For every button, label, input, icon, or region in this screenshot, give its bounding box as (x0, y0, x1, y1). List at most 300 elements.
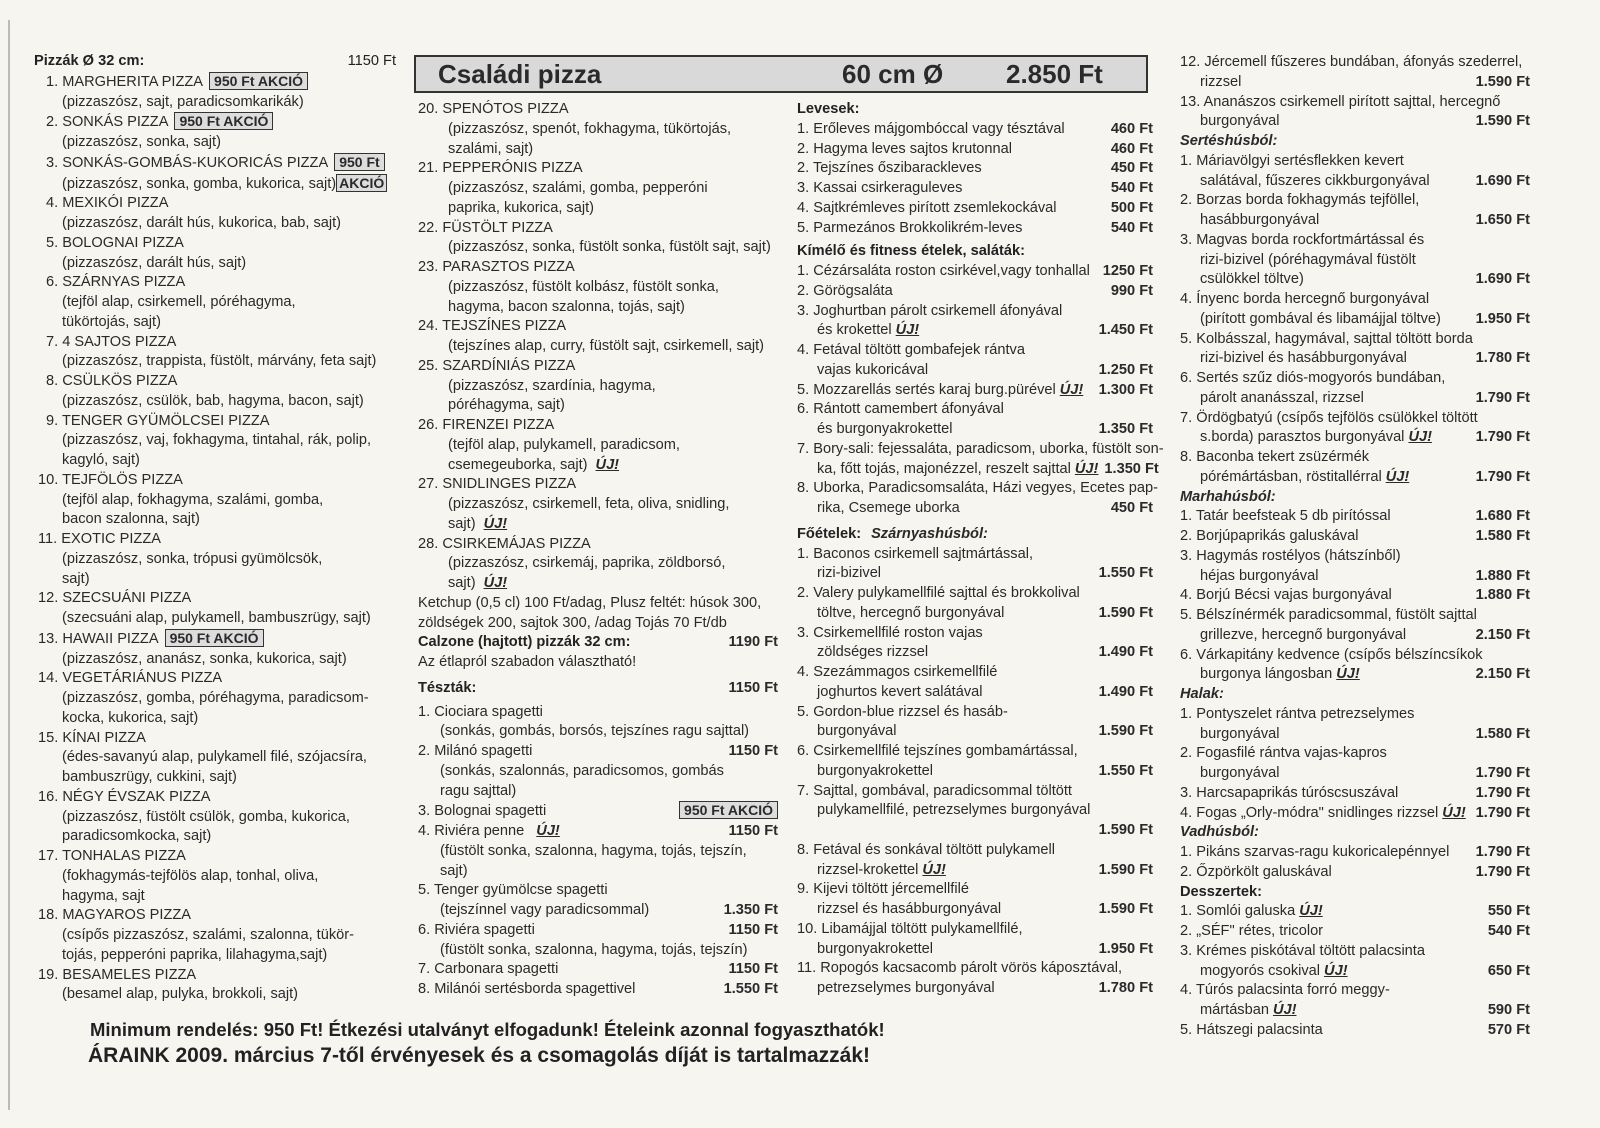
pizza-item-desc (418, 574, 778, 594)
salad-item-text (797, 499, 960, 519)
salad-item-text (797, 282, 893, 302)
dessert-item-price: 570 Ft (1487, 1021, 1530, 1038)
pizza-item-name: 8. CSÜLKÖS PIZZA (46, 373, 178, 389)
poultry-heading: Szárnyashúsból: (871, 525, 988, 542)
pizza-item-desc: sajt) (62, 570, 90, 587)
pizza-item-title-row (34, 669, 396, 689)
dessert-item-text (1180, 922, 1323, 942)
salad-item-text (797, 400, 1004, 420)
poultry-item-text (797, 703, 1008, 723)
fish-item-text-part: 4. Fogas „Orly-módra" snidlinges rizzsel (1180, 804, 1439, 821)
dessert-item-text (1180, 1021, 1323, 1041)
pizza-item-title-row (34, 847, 396, 867)
pizza-item-desc (418, 436, 778, 456)
pork-item-price: 1.650 Ft (1475, 212, 1530, 228)
soup-item-name: 2. Hagyma leves sajtos krutonnal (797, 140, 1012, 157)
poultry-item (797, 841, 1153, 881)
poultry-item-text-part: 5. Gordon-blue rizzsel és hasáb- (797, 703, 1008, 720)
pasta-heading-price: 1150 Ft (728, 679, 778, 696)
pizza-item-name: 22. FÜSTÖLT PIZZA (418, 219, 553, 236)
pasta-item (418, 980, 778, 1000)
pizza-heading-price: 1150 Ft (347, 53, 396, 69)
soups-mains-column (797, 100, 1164, 999)
pasta-item-name: 6. Riviéra spagetti (418, 921, 535, 938)
new-badge: ÚJ! (1299, 903, 1323, 920)
pizza-item-desc-text: (tejszínes alap, curry, füstölt sajt, csirkemell, sajt) (448, 338, 765, 354)
new-badge: ÚJ! (1059, 381, 1084, 398)
beef-item (1180, 547, 1530, 587)
pork-item-price: 1.690 Ft (1475, 271, 1530, 288)
fish-item-text-part: burgonyával (1200, 765, 1280, 781)
pizza-item-desc-text: csemegeuborka, sajt) (448, 456, 588, 473)
poultry-item-line (797, 564, 1153, 584)
beef-item-text-part: 6. Várkapitány kedvence (csípős bélszíncsíkok (1180, 646, 1483, 663)
salad-item-line (797, 361, 1153, 381)
new-badge: ÚJ! (483, 515, 508, 532)
poultry-item-text-part: petrezselymes burgonyával (817, 980, 995, 996)
poultry-item-text-part: pulykamellfilé, petrezselymes burgonyával (817, 802, 1091, 819)
pizza-item (418, 258, 778, 317)
pizza-item-desc-text: (pizzaszósz, szalámi, gomba, pepperóni (448, 180, 708, 196)
poultry-item-line (797, 801, 1153, 821)
poultry-item-price: 1.590 Ft (1098, 822, 1153, 838)
poultry-item-text-part: rizi-bizivel (817, 565, 882, 582)
dessert-item (1180, 1021, 1530, 1041)
poultry-item-price: 1.590 Ft (1475, 113, 1530, 130)
pizza-item-name: 11. EXOTIC PIZZA (38, 531, 161, 547)
pork-item-price: 1.780 Ft (1475, 350, 1530, 367)
beef-item-line (1180, 547, 1530, 567)
pork-heading: Sertéshúsból: (1180, 133, 1278, 149)
dessert-item-line (1180, 1021, 1530, 1041)
pizza-item (418, 159, 778, 218)
poultry-item-text-part: zöldséges rizzsel (817, 644, 929, 661)
soup-item-price: 540 Ft (1110, 180, 1153, 196)
pork-item-line (1180, 172, 1530, 192)
salad-item-text (797, 420, 952, 440)
pork-item-text-part: 4. Ínyenc borda hercegnő burgonyával (1180, 291, 1430, 307)
pizza-item-title-row (34, 471, 396, 491)
pasta-item-desc: ragu sajttal) (440, 782, 517, 799)
fish-item-line (1180, 705, 1530, 725)
pizza-item-name: 6. SZÁRNYAS PIZZA (46, 274, 186, 291)
new-badge: ÚJ! (1074, 460, 1099, 477)
pizza-item-desc: (pizzaszósz, trappista, füstölt, márvány, feta sajt) (62, 353, 377, 370)
poultry-item-price: 1.590 Ft (1098, 861, 1153, 878)
game-item-text-part: 2. Őzpörkölt galuskával (1180, 863, 1332, 880)
pasta-item (418, 801, 778, 822)
beef-item-text-part: grillezve, hercegnő burgonyával (1200, 626, 1407, 643)
poultry-item-text (797, 841, 1055, 861)
pork-item-text (1180, 468, 1409, 488)
poultry-item-line (797, 703, 1153, 723)
pork-item-text (1180, 270, 1304, 290)
pizza-item-desc-text: (pizzaszósz, csirkemell, feta, oliva, snidling, (448, 496, 730, 512)
poultry-item-text-part: 9. Kijevi töltött jércemellfilé (797, 881, 969, 898)
salad-item-line (797, 282, 1153, 302)
soup-item-price: 450 Ft (1110, 160, 1153, 177)
poultry-item-text (797, 979, 995, 999)
extras-note: zöldségek 200, sajtok 300, /adag Tojás 70 Ft/db (418, 614, 727, 631)
pizza-item (34, 471, 396, 530)
poultry-item-text (797, 683, 982, 703)
dessert-item-text (1180, 942, 1425, 962)
poultry-item-price: 1.590 Ft (1475, 73, 1530, 90)
new-badge: ÚJ! (1324, 962, 1348, 979)
salad-item-price: 1.300 Ft (1098, 381, 1153, 398)
pizza-item-name: 13. HAWAII PIZZA (38, 630, 159, 647)
pizza-item-desc (418, 298, 778, 318)
pork-item-line (1180, 310, 1530, 330)
pork-item-line (1180, 409, 1530, 429)
dessert-item (1180, 902, 1530, 922)
pork-item-text (1180, 409, 1478, 429)
pork-item-line (1180, 152, 1530, 172)
pasta-item-price: 1150 Ft (728, 961, 778, 978)
banner-price: 2.850 Ft (1006, 59, 1103, 89)
pizza-item-name: 3. SONKÁS-GOMBÁS-KUKORICÁS PIZZA (46, 154, 329, 171)
salad-item (797, 479, 1158, 519)
poultry-item-text-part: rizzsel (1200, 73, 1242, 90)
pasta-item-label (418, 742, 532, 762)
poultry-item-text (797, 722, 897, 742)
salad-item-line (797, 440, 1164, 460)
salad-item-text-part: vajas kukoricával (817, 361, 929, 378)
pork-item-line (1180, 231, 1530, 251)
dessert-heading: Desszertek: (1180, 883, 1262, 900)
pizza-item-title-row (34, 273, 396, 293)
pizza-item (34, 589, 396, 629)
pork-item-text (1180, 231, 1424, 251)
pork-item-line (1180, 211, 1530, 231)
poultry-item-text-part: 7. Sajttal, gombával, paradicsommal töltött (797, 782, 1072, 799)
pork-item-line (1180, 349, 1530, 369)
fish-item-line (1180, 804, 1530, 824)
beef-item-text (1180, 646, 1483, 666)
pizza-item (418, 219, 778, 259)
pizza-item-desc: (pizzaszósz, sonka, trópusi gyümölcsök, (62, 550, 323, 567)
pork-item-text-part: s.borda) parasztos burgonyával (1200, 429, 1405, 446)
pork-item-text (1180, 389, 1364, 409)
pork-item-text-part: rizi-bizivel és hasábburgonyával (1200, 350, 1407, 367)
family-pizza-banner (414, 55, 1148, 93)
salad-item-price: 450 Ft (1110, 500, 1153, 516)
pizza-item-desc (418, 337, 778, 357)
pork-item-line (1180, 369, 1530, 389)
pizza-item-name: 4. MEXIKÓI PIZZA (46, 195, 169, 212)
fish-item-text (1180, 784, 1398, 804)
beef-item (1180, 646, 1530, 686)
fish-item-text-part: 2. Fogasfilé rántva vajas-kapros (1180, 745, 1387, 762)
poultry-item-text-part: 13. Ananászos csirkemell pirított sajttal, hercegnő (1180, 93, 1501, 110)
pork-item (1180, 409, 1530, 449)
dessert-item-line (1180, 962, 1530, 982)
pork-item-text-part: (pirított gombával és libamájjal töltve) (1200, 310, 1441, 327)
pizza-item-desc (418, 179, 778, 199)
pizza-item-desc-text: sajt) (448, 515, 476, 532)
pizza-item-desc (418, 396, 778, 416)
pizza-item (34, 333, 396, 373)
pizza-item-desc: (pizzaszósz, csülök, bab, hagyma, bacon, sajt) (62, 392, 364, 409)
poultry-item-text (1180, 73, 1241, 93)
poultry-item-text (797, 663, 997, 683)
pasta-item-desc: (füstölt sonka, szalonna, hagyma, tojás, tejszín) (440, 941, 748, 958)
pork-item-price: 1.790 Ft (1475, 429, 1530, 446)
poultry-item-line (797, 821, 1153, 841)
salad-item-text-part: és krokettel (817, 322, 892, 339)
pizza-item-desc: (pizzaszósz, sajt, paradicsomkarikák) (62, 93, 304, 110)
fish-item-text-part: 1. Pontyszelet rántva petrezselymes (1180, 705, 1415, 722)
pork-item (1180, 231, 1530, 290)
fish-item-price: 1.790 Ft (1475, 765, 1530, 781)
footer-notice (90, 1018, 885, 1070)
new-badge: ÚJ! (895, 322, 920, 339)
pizza-item-desc: (pizzaszósz, gomba, póréhagyma, paradicsom- (62, 690, 369, 706)
pork-item-text-part: csülökkel töltve) (1200, 271, 1304, 288)
soup-item (797, 199, 1153, 219)
poultry-item-line (797, 683, 1153, 703)
dessert-item-text-part: 5. Hátszegi palacsinta (1180, 1021, 1323, 1038)
pizza-item (418, 357, 778, 416)
fish-item (1180, 804, 1530, 824)
calzone-price: 1190 Ft (728, 634, 778, 651)
poultry-item-text (797, 742, 1078, 762)
promo-badge: AKCIÓ (336, 174, 387, 192)
pasta-item-name: 8. Milánói sertésborda spagettivel (418, 981, 636, 997)
pizza-item-title-row (34, 194, 396, 214)
pizza-item-desc: paradicsomkocka, sajt) (62, 828, 212, 845)
soups-heading: Levesek: (797, 101, 860, 117)
promo-badge: 950 Ft AKCIÓ (209, 72, 308, 90)
pizza-item (34, 112, 396, 153)
salad-item (797, 440, 1164, 480)
pizza-item-name: 14. VEGETÁRIÁNUS PIZZA (38, 670, 223, 687)
beef-item-text-part: 5. Bélszínérmék paradicsommal, füstölt sajttal (1180, 607, 1477, 623)
pizza-item-title-row (34, 112, 396, 133)
poultry-item-line (797, 643, 1153, 663)
pizza-item-title-row (34, 788, 396, 808)
salad-item-line (797, 381, 1153, 401)
pizza-item-title-row (34, 629, 396, 650)
pizza-item-desc (418, 199, 778, 219)
pizza-item-desc: kagyló, sajt) (62, 452, 140, 468)
pasta-item-label (418, 901, 649, 921)
dessert-item-price: 540 Ft (1487, 923, 1530, 939)
salad-item-text-part: 3. Joghurtban párolt csirkemell áfonyával (797, 302, 1063, 319)
poultry-item-price: 1.550 Ft (1098, 565, 1153, 582)
poultry-item (797, 545, 1153, 585)
soup-item-name: 4. Sajtkrémleves pirított zsemlekockával (797, 199, 1057, 216)
pizza-item-desc: tükörtojás, sajt) (62, 313, 161, 330)
pork-item-text (1180, 369, 1445, 389)
pasta-item (418, 960, 778, 980)
fish-item-text (1180, 744, 1387, 764)
pizza-item-name: 19. BESAMELES PIZZA (38, 966, 197, 983)
beef-item-line (1180, 626, 1530, 646)
poultry-item-text (1180, 112, 1280, 132)
new-badge: ÚJ! (1442, 804, 1466, 821)
pork-item-line (1180, 290, 1530, 310)
pizza-item (418, 100, 778, 159)
pork-item-text-part: 7. Ördögbatyú (csípős tejfölös csülökkel töltött (1180, 409, 1478, 426)
poultry-item-line (797, 722, 1153, 742)
pork-item-text (1180, 191, 1419, 211)
pork-item-text (1180, 349, 1407, 369)
salad-item-line (797, 499, 1153, 519)
pizza-item-desc: (pizzaszósz, vaj, fokhagyma, tintahal, rák, polip, (62, 432, 372, 449)
salad-item-line (797, 460, 1159, 480)
pizza-item-desc (34, 174, 396, 195)
fish-item (1180, 744, 1530, 784)
pizza-item-title-row (34, 234, 396, 254)
pork-item-text-part: 5. Kolbásszal, hagymával, sajttal töltött borda (1180, 330, 1473, 347)
beef-item (1180, 586, 1530, 606)
pork-item-text (1180, 428, 1432, 448)
new-badge: ÚJ! (536, 823, 560, 839)
poultry-item (797, 920, 1153, 960)
pork-item-line (1180, 448, 1530, 468)
pizza-item-desc: (pizzaszósz, darált hús, kukorica, bab, sajt) (62, 215, 342, 231)
pizza-item-desc: bambuszrügy, cukkini, sajt) (62, 769, 237, 785)
poultry-item-text-part: 4. Szezámmagos csirkemellfilé (797, 664, 998, 680)
poultry-item-price: 1.490 Ft (1098, 683, 1153, 700)
fish-item-line (1180, 764, 1530, 784)
pizza-item-name: 28. CSIRKEMÁJAS PIZZA (418, 535, 591, 552)
pork-item-text (1180, 152, 1404, 172)
pizza-item-desc-text: (pizzaszósz, spenót, fokhagyma, tükörtojás, (448, 120, 732, 137)
pizza-item (34, 372, 396, 412)
salad-item-text (797, 302, 1062, 322)
pizza-item-title-row (34, 153, 396, 174)
poultry-item-price: 1.550 Ft (1098, 762, 1153, 779)
pork-item-text-part: salátával, fűszeres cikkburgonyával (1200, 172, 1430, 189)
pizza-item (34, 153, 396, 195)
pizza-item-title-row (34, 72, 396, 93)
beef-item-text (1180, 626, 1406, 646)
beef-item-price: 2.150 Ft (1475, 626, 1530, 643)
new-badge: ÚJ! (922, 861, 946, 878)
pizza-item (34, 273, 396, 332)
pizza-item-name: 21. PEPPERÓNIS PIZZA (418, 160, 583, 177)
pizza-item-desc: (besamel alap, pulyka, brokkoli, sajt) (62, 986, 299, 1003)
poultry-item (1180, 53, 1530, 93)
pork-item-line (1180, 389, 1530, 409)
salad-item-text-part: 8. Uborka, Paradicsomsaláta, Házi vegyes, Ecetes pap- (797, 480, 1158, 497)
pork-item-text-part: 8. Baconba tekert zsüzérmék (1180, 449, 1369, 465)
pasta-item-price: 1150 Ft (728, 743, 778, 759)
pork-item (1180, 290, 1530, 330)
pasta-item-name: 5. Tenger gyümölcse spagetti (418, 882, 608, 899)
salad-item-line (797, 479, 1158, 499)
poultry-item-line (797, 663, 1153, 683)
pork-item-text-part: pórémártásban, röstitallérral (1200, 468, 1382, 485)
dessert-item-text-part: mártásban (1200, 1002, 1269, 1018)
poultry-item (797, 663, 1153, 703)
pork-item-text-part: 6. Sertés szűz diós-mogyorós bundában, (1180, 370, 1446, 386)
pizza-item (418, 317, 778, 357)
poultry-item-price: 1.590 Ft (1098, 901, 1153, 917)
dessert-item-text (1180, 981, 1390, 1001)
pork-item-text (1180, 330, 1473, 350)
pork-item-price: 1.790 Ft (1475, 389, 1530, 406)
pizza-item-desc: (pizzaszósz, füstölt csülök, gomba, kukorica, (62, 808, 350, 825)
dessert-item-text-part: 1. Somlói galuska (1180, 903, 1296, 920)
salad-item-line (797, 341, 1153, 361)
soup-item-price: 540 Ft (1110, 219, 1153, 236)
pizza-item-name: 16. NÉGY ÉVSZAK PIZZA (38, 788, 211, 805)
footer-line-2: ÁRAINK 2009. március 7-től érvényesek és a csomagolás díját is tartalmazzák! (88, 1044, 871, 1067)
salad-item-line (797, 321, 1153, 341)
poultry-item (797, 959, 1153, 999)
dessert-item-text-part: 2. „SÉF" rétes, tricolor (1180, 923, 1324, 939)
beef-item-text (1180, 547, 1401, 567)
pizza-item (418, 475, 778, 534)
pizza-item (34, 412, 396, 471)
dessert-item-text (1180, 962, 1348, 982)
promo-badge: 950 Ft (334, 153, 384, 171)
poultry-item-line (797, 782, 1153, 802)
pizza-item-desc (418, 238, 778, 258)
promo-badge: 950 Ft AKCIÓ (679, 801, 778, 819)
pizza-item-title-row (34, 589, 396, 609)
pizza-item-title-row (34, 729, 396, 749)
poultry-item-text (797, 782, 1072, 802)
pork-item-text (1180, 290, 1429, 310)
game-heading: Vadhúsból: (1180, 824, 1259, 841)
poultry-item-price: 1.490 Ft (1098, 644, 1153, 661)
beef-item-text (1180, 567, 1318, 587)
pizza-item (34, 729, 396, 788)
pork-item (1180, 448, 1530, 488)
pork-item (1180, 152, 1530, 192)
salad-item (797, 282, 1153, 302)
pizza-item (34, 72, 396, 113)
pizza-item-desc-text: hagyma, bacon szalonna, tojás, sajt) (448, 298, 685, 315)
pizza-item (34, 847, 396, 906)
soup-item-name: 5. Parmezános Brokkolikrém-leves (797, 219, 1023, 236)
pasta-item (418, 901, 778, 921)
soup-item-price: 460 Ft (1110, 120, 1153, 137)
pork-item-text (1180, 172, 1430, 192)
pizza-item-desc-text: (pizzaszósz, sonka, füstölt sonka, füstölt sajt, sajt) (448, 239, 771, 256)
salad-item-line (797, 400, 1153, 420)
beef-item-line (1180, 665, 1530, 685)
fish-item (1180, 784, 1530, 804)
pizza-item-desc: (szecsuáni alap, pulykamell, bambuszrügy, sajt) (62, 610, 371, 626)
pasta-item-name: 1. Ciociara spagetti (418, 703, 543, 720)
pizza-item-desc (418, 120, 778, 140)
beef-item-price: 1.880 Ft (1475, 567, 1530, 584)
pizza-item-name: 25. SZARDÍNIÁS PIZZA (418, 357, 576, 374)
game-item-text (1180, 843, 1449, 863)
pizza-item-desc: (pizzaszósz, sonka, sajt) (62, 134, 221, 150)
salad-item-price: 1.350 Ft (1098, 421, 1153, 437)
pizza-item-desc: bacon szalonna, sajt) (62, 511, 200, 528)
pizza-item-desc (418, 495, 778, 515)
pizza-item-desc-text: (pizzaszósz, sonka, gomba, kukorica, sajt) (62, 175, 337, 192)
salad-item-price: 1.250 Ft (1098, 361, 1153, 378)
pasta-heading (418, 679, 778, 699)
pizza-item-name: 12. SZECSUÁNI PIZZA (38, 590, 192, 607)
pizza-item-name: 26. FIRENZEI PIZZA (418, 417, 555, 433)
poultry-item-text-part: joghurtos kevert salátával (817, 683, 983, 700)
beef-item-price: 1.680 Ft (1475, 508, 1530, 525)
salad-item-line (797, 302, 1153, 322)
pizza-item-title-row (34, 906, 396, 926)
dessert-item-price: 550 Ft (1487, 903, 1530, 920)
pizza-item-name: 17. TONHALAS PIZZA (38, 848, 186, 864)
pizza-column-2 (418, 100, 778, 1000)
